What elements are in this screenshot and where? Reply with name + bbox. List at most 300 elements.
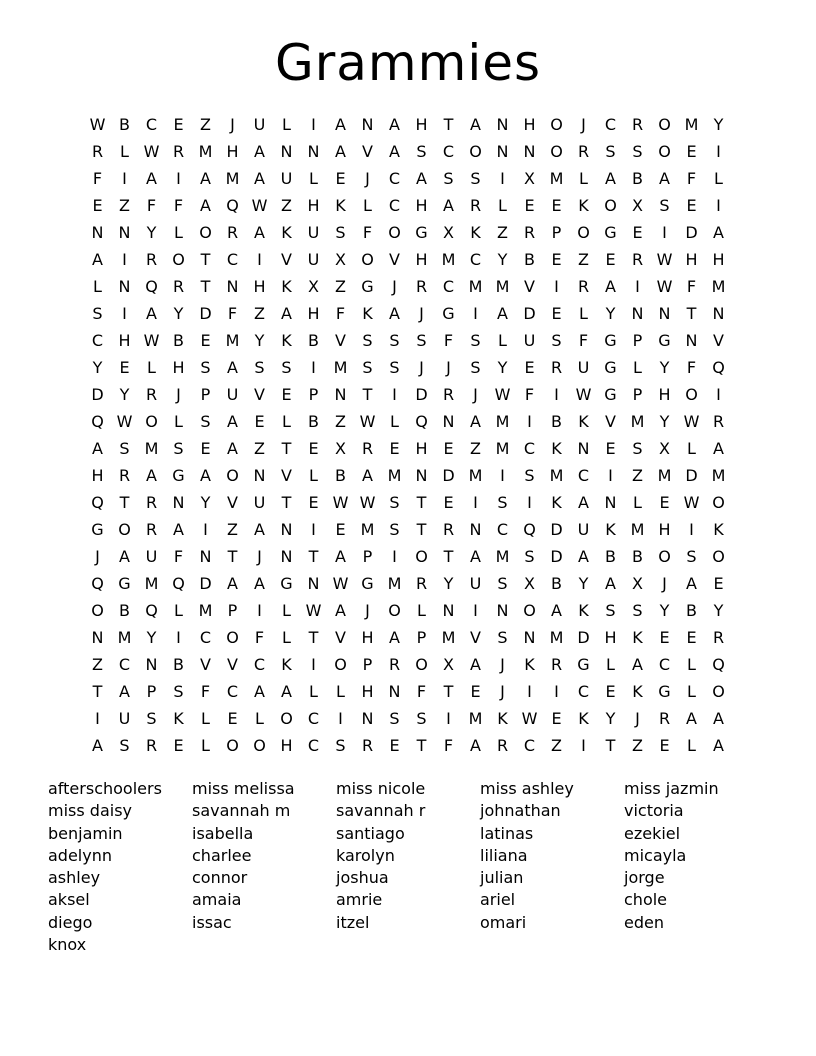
grid-letter[interactable]: O <box>712 493 725 512</box>
grid-letter[interactable]: V <box>470 628 481 647</box>
grid-letter[interactable]: G <box>604 358 617 377</box>
grid-letter[interactable]: O <box>91 601 104 620</box>
grid-letter[interactable]: J <box>392 277 397 296</box>
grid-letter[interactable]: F <box>578 331 589 350</box>
grid-letter[interactable]: R <box>550 358 563 377</box>
grid-letter[interactable]: T <box>416 736 427 755</box>
grid-letter[interactable]: W <box>656 277 673 296</box>
grid-letter[interactable]: S <box>389 331 400 350</box>
grid-letter[interactable]: E <box>551 196 562 215</box>
grid-letter[interactable]: D <box>442 466 455 485</box>
grid-letter[interactable]: N <box>415 466 428 485</box>
grid-letter[interactable]: E <box>389 439 400 458</box>
grid-letter[interactable]: N <box>523 628 536 647</box>
grid-letter[interactable]: H <box>415 250 428 269</box>
grid-letter[interactable]: Y <box>659 601 670 620</box>
grid-letter[interactable]: L <box>633 493 642 512</box>
grid-letter[interactable]: X <box>524 169 535 188</box>
grid-letter[interactable]: I <box>716 196 721 215</box>
grid-letter[interactable]: G <box>280 574 293 593</box>
grid-letter[interactable]: M <box>549 628 564 647</box>
grid-letter[interactable]: A <box>686 574 697 593</box>
grid-letter[interactable]: C <box>388 196 401 215</box>
grid-letter[interactable]: E <box>308 493 319 512</box>
grid-letter[interactable]: H <box>307 196 320 215</box>
grid-letter[interactable]: M <box>441 628 456 647</box>
grid-letter[interactable]: D <box>550 520 563 539</box>
grid-letter[interactable]: J <box>95 547 100 566</box>
grid-letter[interactable]: L <box>606 655 615 674</box>
grid-letter[interactable]: L <box>255 709 264 728</box>
grid-letter[interactable]: Z <box>335 277 346 296</box>
grid-letter[interactable]: J <box>257 547 262 566</box>
grid-letter[interactable]: S <box>605 601 616 620</box>
grid-letter[interactable]: A <box>119 547 130 566</box>
grid-letter[interactable]: K <box>632 628 643 647</box>
grid-letter[interactable]: G <box>604 385 617 404</box>
grid-letter[interactable]: V <box>254 385 265 404</box>
grid-letter[interactable]: H <box>307 304 320 323</box>
grid-letter[interactable]: Y <box>92 358 103 377</box>
grid-letter[interactable]: F <box>173 196 184 215</box>
grid-letter[interactable]: Z <box>551 736 562 755</box>
grid-letter[interactable]: L <box>498 196 507 215</box>
grid-letter[interactable]: F <box>686 169 697 188</box>
grid-letter[interactable]: S <box>173 439 184 458</box>
grid-letter[interactable]: N <box>91 223 104 242</box>
grid-letter[interactable]: F <box>92 169 103 188</box>
grid-letter[interactable]: N <box>172 493 185 512</box>
grid-letter[interactable]: P <box>416 628 427 647</box>
grid-letter[interactable]: E <box>173 115 184 134</box>
grid-letter[interactable]: I <box>95 709 100 728</box>
grid-letter[interactable]: B <box>335 466 346 485</box>
grid-letter[interactable]: I <box>257 601 262 620</box>
grid-letter[interactable]: J <box>365 601 370 620</box>
grid-letter[interactable]: I <box>554 277 559 296</box>
grid-letter[interactable]: R <box>91 142 104 161</box>
grid-letter[interactable]: G <box>604 223 617 242</box>
grid-letter[interactable]: R <box>577 142 590 161</box>
grid-letter[interactable]: S <box>632 601 643 620</box>
grid-letter[interactable]: B <box>605 547 616 566</box>
grid-letter[interactable]: V <box>605 412 616 431</box>
grid-letter[interactable]: I <box>527 412 532 431</box>
grid-letter[interactable]: Q <box>172 574 185 593</box>
grid-letter[interactable]: L <box>282 601 291 620</box>
grid-letter[interactable]: H <box>253 277 266 296</box>
grid-letter[interactable]: A <box>578 547 589 566</box>
grid-letter[interactable]: Z <box>497 223 508 242</box>
grid-letter[interactable]: K <box>335 196 346 215</box>
grid-letter[interactable]: S <box>551 331 562 350</box>
grid-letter[interactable]: W <box>332 493 349 512</box>
grid-letter[interactable]: Z <box>119 196 130 215</box>
grid-letter[interactable]: C <box>145 115 158 134</box>
grid-letter[interactable]: A <box>92 736 103 755</box>
grid-letter[interactable]: A <box>146 169 157 188</box>
grid-letter[interactable]: J <box>473 385 478 404</box>
grid-letter[interactable]: F <box>416 682 427 701</box>
grid-letter[interactable]: P <box>632 385 643 404</box>
grid-letter[interactable]: G <box>361 574 374 593</box>
grid-letter[interactable]: A <box>173 520 184 539</box>
grid-letter[interactable]: E <box>281 385 292 404</box>
grid-letter[interactable]: B <box>119 601 130 620</box>
grid-letter[interactable]: M <box>495 439 510 458</box>
grid-letter[interactable]: Q <box>91 574 104 593</box>
grid-letter[interactable]: A <box>659 169 670 188</box>
grid-letter[interactable]: N <box>469 520 482 539</box>
grid-letter[interactable]: K <box>281 223 292 242</box>
grid-letter[interactable]: J <box>581 115 586 134</box>
grid-letter[interactable]: O <box>388 601 401 620</box>
grid-letter[interactable]: I <box>527 493 532 512</box>
grid-letter[interactable]: C <box>604 115 617 134</box>
grid-letter[interactable]: V <box>335 331 346 350</box>
grid-letter[interactable]: I <box>176 169 181 188</box>
grid-letter[interactable]: W <box>359 412 376 431</box>
grid-letter[interactable]: R <box>415 277 428 296</box>
grid-letter[interactable]: J <box>635 709 640 728</box>
grid-letter[interactable]: M <box>549 466 564 485</box>
grid-letter[interactable]: K <box>497 709 508 728</box>
grid-letter[interactable]: R <box>388 655 401 674</box>
grid-letter[interactable]: E <box>227 709 238 728</box>
grid-letter[interactable]: Z <box>254 304 265 323</box>
grid-letter[interactable]: M <box>468 709 483 728</box>
grid-letter[interactable]: T <box>362 385 373 404</box>
grid-letter[interactable]: H <box>658 520 671 539</box>
grid-letter[interactable]: W <box>494 385 511 404</box>
grid-letter[interactable]: E <box>659 628 670 647</box>
grid-letter[interactable]: M <box>468 277 483 296</box>
grid-letter[interactable]: A <box>389 304 400 323</box>
grid-letter[interactable]: R <box>631 115 644 134</box>
grid-letter[interactable]: E <box>389 736 400 755</box>
grid-letter[interactable]: A <box>362 466 373 485</box>
grid-letter[interactable]: H <box>91 466 104 485</box>
grid-letter[interactable]: C <box>226 250 239 269</box>
grid-letter[interactable]: M <box>495 277 510 296</box>
grid-letter[interactable]: Q <box>226 196 239 215</box>
grid-letter[interactable]: G <box>415 223 428 242</box>
grid-letter[interactable]: M <box>225 331 240 350</box>
grid-letter[interactable]: G <box>172 466 185 485</box>
grid-letter[interactable]: O <box>415 655 428 674</box>
grid-letter[interactable]: Z <box>281 196 292 215</box>
grid-letter[interactable]: K <box>281 277 292 296</box>
grid-letter[interactable]: A <box>470 736 481 755</box>
grid-letter[interactable]: S <box>389 520 400 539</box>
grid-letter[interactable]: V <box>362 142 373 161</box>
grid-letter[interactable]: Y <box>254 331 265 350</box>
grid-letter[interactable]: W <box>116 412 133 431</box>
grid-letter[interactable]: N <box>685 331 698 350</box>
grid-letter[interactable]: S <box>119 439 130 458</box>
grid-letter[interactable]: A <box>335 601 346 620</box>
grid-letter[interactable]: F <box>443 331 454 350</box>
grid-letter[interactable]: L <box>687 655 696 674</box>
grid-letter[interactable]: E <box>605 439 616 458</box>
grid-letter[interactable]: X <box>335 250 346 269</box>
grid-letter[interactable]: W <box>332 574 349 593</box>
grid-letter[interactable]: S <box>524 466 535 485</box>
grid-letter[interactable]: D <box>550 547 563 566</box>
grid-letter[interactable]: O <box>712 547 725 566</box>
grid-letter[interactable]: O <box>550 115 563 134</box>
grid-letter[interactable]: Z <box>632 466 643 485</box>
grid-letter[interactable]: N <box>496 601 509 620</box>
grid-letter[interactable]: H <box>415 196 428 215</box>
grid-letter[interactable]: R <box>145 520 158 539</box>
grid-letter[interactable]: L <box>336 682 345 701</box>
grid-letter[interactable]: A <box>497 304 508 323</box>
grid-letter[interactable]: C <box>253 655 266 674</box>
grid-letter[interactable]: Q <box>145 601 158 620</box>
grid-letter[interactable]: I <box>257 250 262 269</box>
grid-letter[interactable]: F <box>443 736 454 755</box>
grid-letter[interactable]: Y <box>659 412 670 431</box>
grid-letter[interactable]: E <box>470 682 481 701</box>
grid-letter[interactable]: K <box>281 655 292 674</box>
grid-letter[interactable]: B <box>308 412 319 431</box>
grid-letter[interactable]: V <box>713 331 724 350</box>
grid-letter[interactable]: P <box>308 385 319 404</box>
grid-letter[interactable]: Y <box>578 574 589 593</box>
grid-letter[interactable]: J <box>419 304 424 323</box>
grid-letter[interactable]: A <box>254 520 265 539</box>
grid-letter[interactable]: F <box>173 547 184 566</box>
grid-letter[interactable]: I <box>608 466 613 485</box>
grid-letter[interactable]: R <box>577 277 590 296</box>
grid-letter[interactable]: E <box>200 439 211 458</box>
grid-letter[interactable]: D <box>199 574 212 593</box>
grid-letter[interactable]: N <box>496 142 509 161</box>
grid-letter[interactable]: R <box>523 223 536 242</box>
grid-letter[interactable]: S <box>497 574 508 593</box>
grid-letter[interactable]: H <box>361 628 374 647</box>
grid-letter[interactable]: I <box>527 682 532 701</box>
grid-letter[interactable]: Z <box>92 655 103 674</box>
grid-letter[interactable]: T <box>443 682 454 701</box>
grid-letter[interactable]: M <box>387 574 402 593</box>
grid-letter[interactable]: Y <box>713 601 724 620</box>
grid-letter[interactable]: C <box>118 655 131 674</box>
grid-letter[interactable]: I <box>122 169 127 188</box>
grid-letter[interactable]: N <box>199 547 212 566</box>
grid-letter[interactable]: D <box>685 466 698 485</box>
grid-letter[interactable]: E <box>335 169 346 188</box>
grid-letter[interactable]: B <box>551 574 562 593</box>
grid-letter[interactable]: E <box>92 196 103 215</box>
grid-letter[interactable]: X <box>443 655 454 674</box>
grid-letter[interactable]: T <box>605 736 616 755</box>
grid-letter[interactable]: T <box>227 547 238 566</box>
grid-letter[interactable]: M <box>495 547 510 566</box>
grid-letter[interactable]: O <box>685 385 698 404</box>
grid-letter[interactable]: H <box>685 250 698 269</box>
grid-letter[interactable]: Q <box>712 655 725 674</box>
grid-letter[interactable]: Y <box>497 358 508 377</box>
grid-letter[interactable]: U <box>523 331 536 350</box>
grid-letter[interactable]: T <box>119 493 130 512</box>
grid-letter[interactable]: T <box>686 304 697 323</box>
grid-letter[interactable]: F <box>254 628 265 647</box>
grid-letter[interactable]: M <box>684 115 699 134</box>
grid-letter[interactable]: G <box>577 655 590 674</box>
grid-letter[interactable]: I <box>716 385 721 404</box>
grid-letter[interactable]: Q <box>415 412 428 431</box>
grid-letter[interactable]: Z <box>200 115 211 134</box>
grid-letter[interactable]: C <box>307 736 320 755</box>
grid-letter[interactable]: W <box>656 250 673 269</box>
grid-letter[interactable]: K <box>470 223 481 242</box>
grid-letter[interactable]: T <box>308 547 319 566</box>
grid-letter[interactable]: L <box>363 196 372 215</box>
grid-letter[interactable]: X <box>524 574 535 593</box>
grid-letter[interactable]: T <box>200 277 211 296</box>
grid-letter[interactable]: F <box>200 682 211 701</box>
grid-letter[interactable]: U <box>145 547 158 566</box>
grid-letter[interactable]: R <box>712 628 725 647</box>
grid-letter[interactable]: P <box>551 223 562 242</box>
grid-letter[interactable]: K <box>578 412 589 431</box>
grid-letter[interactable]: C <box>226 682 239 701</box>
grid-letter[interactable]: I <box>311 520 316 539</box>
grid-letter[interactable]: M <box>441 250 456 269</box>
grid-letter[interactable]: W <box>251 196 268 215</box>
grid-letter[interactable]: R <box>415 574 428 593</box>
grid-letter[interactable]: B <box>686 601 697 620</box>
grid-letter[interactable]: E <box>443 493 454 512</box>
grid-letter[interactable]: O <box>604 196 617 215</box>
grid-letter[interactable]: M <box>360 520 375 539</box>
grid-letter[interactable]: M <box>333 358 348 377</box>
grid-letter[interactable]: R <box>361 439 374 458</box>
grid-letter[interactable]: A <box>254 142 265 161</box>
grid-letter[interactable]: Y <box>605 304 616 323</box>
grid-letter[interactable]: L <box>174 223 183 242</box>
grid-letter[interactable]: V <box>335 628 346 647</box>
grid-letter[interactable]: K <box>281 331 292 350</box>
grid-letter[interactable]: Q <box>91 412 104 431</box>
grid-letter[interactable]: T <box>200 250 211 269</box>
grid-letter[interactable]: N <box>253 466 266 485</box>
grid-letter[interactable]: R <box>145 385 158 404</box>
grid-letter[interactable]: P <box>632 331 643 350</box>
grid-letter[interactable]: K <box>524 655 535 674</box>
grid-letter[interactable]: R <box>361 736 374 755</box>
grid-letter[interactable]: M <box>198 601 213 620</box>
grid-letter[interactable]: I <box>662 223 667 242</box>
grid-letter[interactable]: R <box>469 196 482 215</box>
grid-letter[interactable]: J <box>176 385 181 404</box>
grid-letter[interactable]: M <box>630 412 645 431</box>
grid-letter[interactable]: A <box>119 682 130 701</box>
grid-letter[interactable]: X <box>632 574 643 593</box>
grid-letter[interactable]: I <box>554 682 559 701</box>
grid-letter[interactable]: I <box>311 655 316 674</box>
grid-letter[interactable]: F <box>227 304 238 323</box>
grid-letter[interactable]: A <box>605 277 616 296</box>
grid-letter[interactable]: O <box>415 547 428 566</box>
grid-letter[interactable]: Z <box>470 439 481 458</box>
grid-letter[interactable]: C <box>523 736 536 755</box>
grid-letter[interactable]: B <box>632 169 643 188</box>
grid-letter[interactable]: J <box>446 358 451 377</box>
grid-letter[interactable]: C <box>577 682 590 701</box>
grid-letter[interactable]: V <box>524 277 535 296</box>
grid-letter[interactable]: S <box>389 358 400 377</box>
grid-letter[interactable]: G <box>91 520 104 539</box>
grid-letter[interactable]: I <box>122 304 127 323</box>
grid-letter[interactable]: M <box>711 277 726 296</box>
grid-letter[interactable]: M <box>117 628 132 647</box>
grid-letter[interactable]: H <box>658 385 671 404</box>
grid-letter[interactable]: A <box>713 709 724 728</box>
grid-letter[interactable]: F <box>686 358 697 377</box>
grid-letter[interactable]: M <box>711 466 726 485</box>
grid-letter[interactable]: A <box>470 412 481 431</box>
grid-letter[interactable]: O <box>280 709 293 728</box>
grid-letter[interactable]: S <box>470 169 481 188</box>
grid-letter[interactable]: F <box>524 385 535 404</box>
grid-letter[interactable]: R <box>172 142 185 161</box>
grid-letter[interactable]: Z <box>335 412 346 431</box>
grid-letter[interactable]: S <box>632 142 643 161</box>
grid-letter[interactable]: N <box>307 574 320 593</box>
grid-letter[interactable]: C <box>442 277 455 296</box>
grid-letter[interactable]: K <box>578 709 589 728</box>
grid-letter[interactable]: R <box>631 250 644 269</box>
grid-letter[interactable]: L <box>687 439 696 458</box>
grid-letter[interactable]: E <box>713 574 724 593</box>
grid-letter[interactable]: V <box>200 655 211 674</box>
grid-letter[interactable]: J <box>365 169 370 188</box>
grid-letter[interactable]: M <box>144 574 159 593</box>
grid-letter[interactable]: M <box>630 520 645 539</box>
grid-letter[interactable]: N <box>658 304 671 323</box>
grid-letter[interactable]: K <box>551 439 562 458</box>
grid-letter[interactable]: O <box>550 142 563 161</box>
grid-letter[interactable]: S <box>119 736 130 755</box>
grid-letter[interactable]: O <box>658 142 671 161</box>
grid-letter[interactable]: E <box>605 682 616 701</box>
grid-letter[interactable]: H <box>361 682 374 701</box>
grid-letter[interactable]: A <box>227 358 238 377</box>
grid-letter[interactable]: N <box>91 628 104 647</box>
grid-letter[interactable]: N <box>361 115 374 134</box>
grid-letter[interactable]: R <box>712 412 725 431</box>
grid-letter[interactable]: E <box>335 520 346 539</box>
grid-letter[interactable]: I <box>689 520 694 539</box>
grid-letter[interactable]: S <box>146 709 157 728</box>
grid-letter[interactable]: U <box>577 520 590 539</box>
grid-letter[interactable]: H <box>604 628 617 647</box>
grid-letter[interactable]: R <box>658 709 671 728</box>
grid-letter[interactable]: A <box>713 223 724 242</box>
grid-letter[interactable]: T <box>308 628 319 647</box>
grid-letter[interactable]: P <box>362 547 373 566</box>
grid-letter[interactable]: O <box>226 736 239 755</box>
grid-letter[interactable]: K <box>362 304 373 323</box>
grid-letter[interactable]: K <box>713 520 724 539</box>
grid-letter[interactable]: R <box>145 736 158 755</box>
grid-letter[interactable]: Y <box>713 115 724 134</box>
grid-letter[interactable]: L <box>147 358 156 377</box>
grid-letter[interactable]: X <box>308 277 319 296</box>
